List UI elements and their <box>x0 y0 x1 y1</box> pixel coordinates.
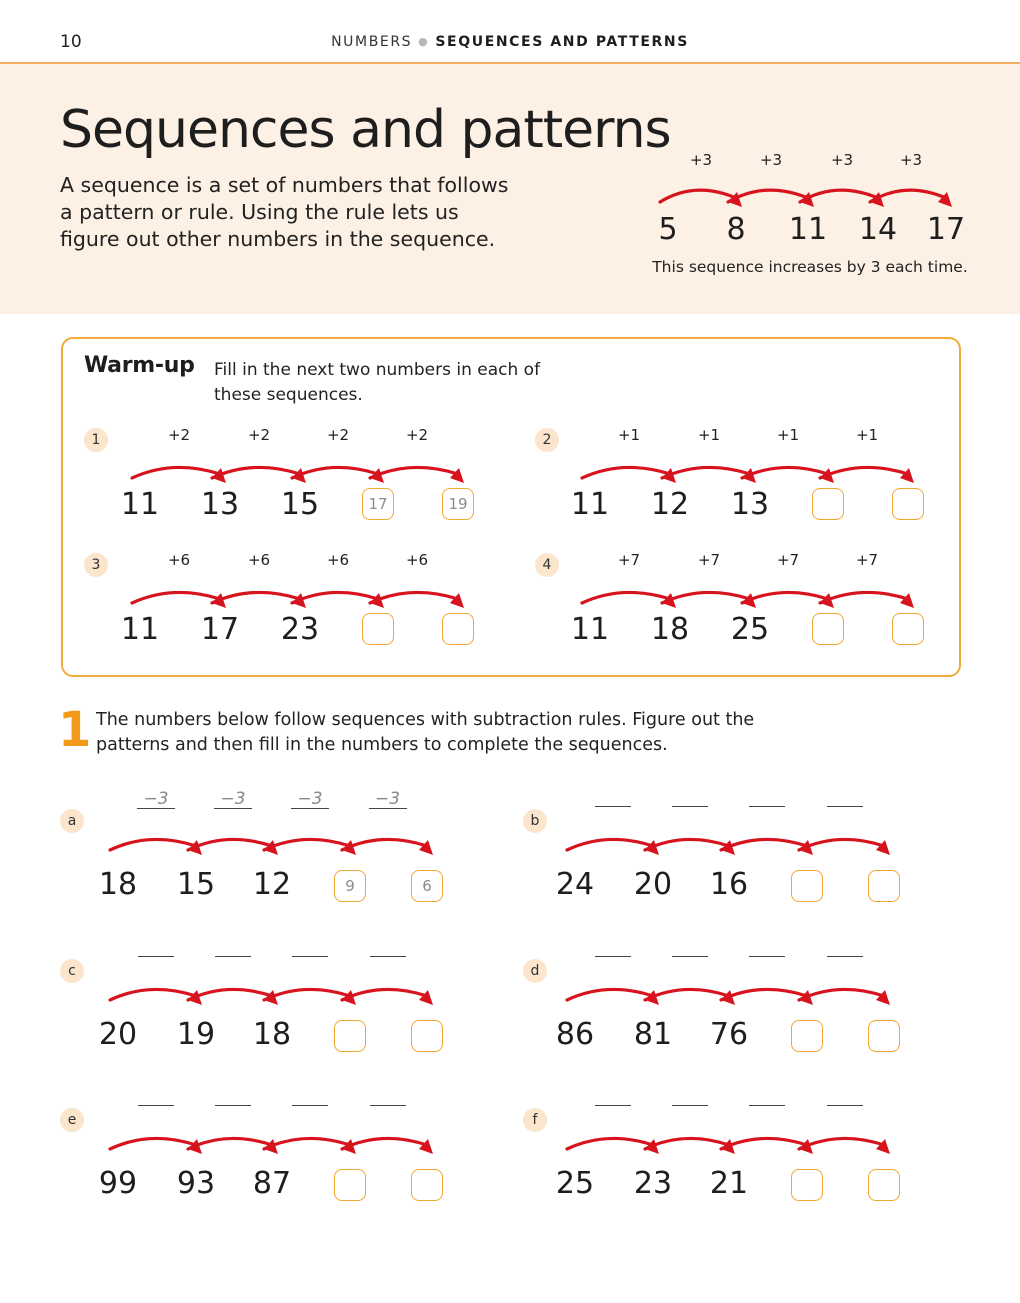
item-tag: 1 <box>84 428 108 452</box>
sequence-number: 15 <box>280 487 320 522</box>
question-sequence-c <box>0 940 420 1090</box>
sequence-number: 5 <box>658 212 678 247</box>
arc-arrow <box>799 839 884 850</box>
item-tag: c <box>60 959 84 983</box>
arc-arrow <box>264 839 350 850</box>
sequence-number: 76 <box>709 1017 749 1052</box>
arc-arrow <box>645 839 729 850</box>
arc-arrow <box>662 592 750 603</box>
sequence-number: 11 <box>788 212 828 247</box>
step-label: +7 <box>697 551 721 569</box>
rule-blank[interactable] <box>827 1105 863 1106</box>
arc-arrow <box>567 839 653 850</box>
item-tag: 3 <box>84 553 108 577</box>
rule-blank[interactable] <box>292 956 328 957</box>
answer-box[interactable]: 9 <box>334 870 366 902</box>
rule-blank[interactable] <box>827 806 863 807</box>
arc-arrow <box>188 1138 272 1149</box>
arc-arrow <box>799 1138 884 1149</box>
arrow-head-icon <box>876 1139 890 1154</box>
running-head-section: NUMBERS <box>331 34 413 50</box>
arc-arrow <box>292 592 378 603</box>
question-sequence-a <box>0 789 432 940</box>
item-tag: f <box>523 1108 547 1132</box>
step-label: +6 <box>326 551 350 569</box>
sequence-number: 8 <box>726 212 746 247</box>
sequence-number: 17 <box>200 612 240 647</box>
sequence-number: 23 <box>280 612 320 647</box>
step-label: +1 <box>855 426 879 444</box>
step-label: +3 <box>759 151 783 169</box>
sequence-number: 24 <box>555 867 595 902</box>
arrow-head-icon <box>419 990 433 1005</box>
sequence-number: 93 <box>176 1166 216 1201</box>
item-tag: 2 <box>535 428 559 452</box>
step-label: +6 <box>167 551 191 569</box>
arrow-head-icon <box>876 990 890 1005</box>
question-sequence-d <box>457 940 877 1090</box>
answer-box[interactable]: 19 <box>442 488 474 520</box>
step-label: +7 <box>617 551 641 569</box>
arc-arrow <box>721 989 807 1000</box>
sequence-number: 11 <box>120 612 160 647</box>
rule-blank[interactable] <box>672 1105 708 1106</box>
rule-blank[interactable] <box>672 806 708 807</box>
answer-box[interactable] <box>791 870 823 902</box>
arc-arrow <box>132 467 220 478</box>
rule-blank[interactable] <box>138 1105 174 1106</box>
arc-arrow <box>567 989 653 1000</box>
item-tag: a <box>60 809 84 833</box>
arc-arrow <box>662 467 750 478</box>
bullet-separator-icon: ● <box>418 35 430 48</box>
answer-box[interactable] <box>334 1020 366 1052</box>
item-tag: b <box>523 809 547 833</box>
warmup-sequence-3 <box>0 549 429 699</box>
warmup-sequence-4 <box>450 549 879 699</box>
rule-blank[interactable] <box>595 1105 631 1106</box>
arc-arrow <box>742 467 828 478</box>
answer-box[interactable] <box>411 1020 443 1052</box>
answer-box[interactable] <box>868 1020 900 1052</box>
sequence-number: 81 <box>633 1017 673 1052</box>
rule-blank[interactable] <box>749 1105 785 1106</box>
rule-blank[interactable] <box>292 1105 328 1106</box>
arc-arrow <box>292 467 378 478</box>
step-label: +2 <box>326 426 350 444</box>
rule-answer[interactable]: −3 <box>214 790 252 809</box>
sequence-number: 25 <box>555 1166 595 1201</box>
step-label: +2 <box>247 426 271 444</box>
sequence-number: 11 <box>570 487 610 522</box>
arc-arrow <box>721 1138 807 1149</box>
sequence-number: 17 <box>926 212 966 247</box>
answer-box[interactable] <box>812 488 844 520</box>
step-label: +7 <box>855 551 879 569</box>
sequence-arrows <box>457 940 877 1090</box>
rule-answer[interactable]: −3 <box>137 790 175 809</box>
sequence-number: 25 <box>730 612 770 647</box>
sequence-number: 12 <box>650 487 690 522</box>
arc-arrow <box>721 839 807 850</box>
sequence-number: 99 <box>98 1166 138 1201</box>
sequence-number: 18 <box>252 1017 292 1052</box>
sequence-number: 13 <box>200 487 240 522</box>
arc-arrow <box>567 1138 653 1149</box>
sequence-number: 11 <box>570 612 610 647</box>
step-label: +2 <box>167 426 191 444</box>
rule-blank[interactable] <box>749 956 785 957</box>
arc-arrow <box>582 467 670 478</box>
arrow-head-icon <box>419 840 433 855</box>
page-title: Sequences and patterns <box>60 100 671 160</box>
sequence-number: 20 <box>98 1017 138 1052</box>
question-sequence-e <box>0 1089 420 1239</box>
answer-box[interactable]: 6 <box>411 870 443 902</box>
arc-arrow <box>188 989 272 1000</box>
answer-box[interactable] <box>892 488 924 520</box>
answer-box[interactable] <box>868 870 900 902</box>
answer-box[interactable] <box>411 1169 443 1201</box>
item-tag: d <box>523 959 547 983</box>
question-text: The numbers below follow sequences with subtraction rules. Figure out the patterns and then fill in the numbers to complete the sequences. <box>96 710 755 755</box>
question-sequence-b <box>457 790 877 940</box>
rule-blank[interactable] <box>215 956 251 957</box>
arc-arrow <box>799 989 884 1000</box>
sequence-number: 12 <box>252 867 292 902</box>
warmup-label: Warm-up <box>84 353 195 378</box>
sequence-arrows <box>457 1089 877 1239</box>
answer-box[interactable] <box>812 613 844 645</box>
rule-blank[interactable] <box>595 956 631 957</box>
arrow-head-icon <box>876 840 890 855</box>
sequence-number: 13 <box>730 487 770 522</box>
arc-arrow <box>132 592 220 603</box>
item-tag: 4 <box>535 553 559 577</box>
rule-blank[interactable] <box>595 806 631 807</box>
running-head <box>0 34 1020 50</box>
arc-arrow <box>342 839 427 850</box>
sequence-number: 16 <box>709 867 749 902</box>
arc-arrow <box>264 989 350 1000</box>
step-label: +7 <box>776 551 800 569</box>
arc-arrow <box>212 592 300 603</box>
sequence-number: 11 <box>120 487 160 522</box>
answer-box[interactable] <box>362 613 394 645</box>
arc-arrow <box>742 592 828 603</box>
sequence-number: 18 <box>650 612 690 647</box>
sequence-number: 87 <box>252 1166 292 1201</box>
example-caption: This sequence increases by 3 each time. <box>652 258 968 276</box>
answer-box[interactable]: 17 <box>362 488 394 520</box>
sequence-arrows <box>457 790 877 940</box>
step-label: +3 <box>899 151 923 169</box>
rule-blank[interactable] <box>370 1105 406 1106</box>
sequence-number: 15 <box>176 867 216 902</box>
arc-arrow <box>728 190 808 202</box>
answer-box[interactable] <box>868 1169 900 1201</box>
step-label: +3 <box>689 151 713 169</box>
step-label: +1 <box>776 426 800 444</box>
step-label: +1 <box>617 426 641 444</box>
page-number: 10 <box>60 32 82 52</box>
rule-answer[interactable]: −3 <box>291 790 329 809</box>
rule-blank[interactable] <box>138 956 174 957</box>
arc-arrow <box>264 1138 350 1149</box>
arc-arrow <box>342 989 427 1000</box>
item-tag: e <box>60 1108 84 1132</box>
answer-box[interactable] <box>791 1169 823 1201</box>
step-label: +6 <box>405 551 429 569</box>
arc-arrow <box>212 467 300 478</box>
arrow-head-icon <box>419 1139 433 1154</box>
warmup-instruction: Fill in the next two numbers in each of these sequences. <box>214 360 541 405</box>
sequence-number: 14 <box>858 212 898 247</box>
answer-box[interactable] <box>892 613 924 645</box>
running-head-subsection: SEQUENCES AND PATTERNS <box>435 34 689 50</box>
answer-box[interactable] <box>334 1169 366 1201</box>
sequence-arrows <box>0 790 420 940</box>
intro-text: A sequence is a set of numbers that follows a pattern or rule. Using the rule lets us figure out other numbers in the sequence. <box>60 173 509 251</box>
arc-arrow <box>110 1138 196 1149</box>
step-label: +1 <box>697 426 721 444</box>
arc-arrow <box>582 592 670 603</box>
arc-arrow <box>342 1138 427 1149</box>
arc-arrow <box>645 1138 729 1149</box>
step-label: +6 <box>247 551 271 569</box>
sequence-number: 20 <box>633 867 673 902</box>
question-sequence-f <box>457 1089 877 1239</box>
sequence-number: 21 <box>709 1166 749 1201</box>
sequence-number: 18 <box>98 867 138 902</box>
arc-arrow <box>188 839 272 850</box>
rule-blank[interactable] <box>215 1105 251 1106</box>
arc-arrow <box>645 989 729 1000</box>
sequence-number: 86 <box>555 1017 595 1052</box>
step-label: +2 <box>405 426 429 444</box>
sequence-arrows <box>0 940 420 1090</box>
sequence-arrows <box>0 1089 420 1239</box>
step-label: +3 <box>830 151 854 169</box>
answer-box[interactable] <box>791 1020 823 1052</box>
rule-blank[interactable] <box>672 956 708 957</box>
rule-answer[interactable]: −3 <box>369 790 407 809</box>
arc-arrow <box>660 190 736 202</box>
arc-arrow <box>110 989 196 1000</box>
arc-arrow <box>110 839 196 850</box>
rule-blank[interactable] <box>749 806 785 807</box>
rule-blank[interactable] <box>370 956 406 957</box>
rule-blank[interactable] <box>827 956 863 957</box>
sequence-number: 23 <box>633 1166 673 1201</box>
sequence-number: 19 <box>176 1017 216 1052</box>
question-number: 1 <box>58 702 92 758</box>
